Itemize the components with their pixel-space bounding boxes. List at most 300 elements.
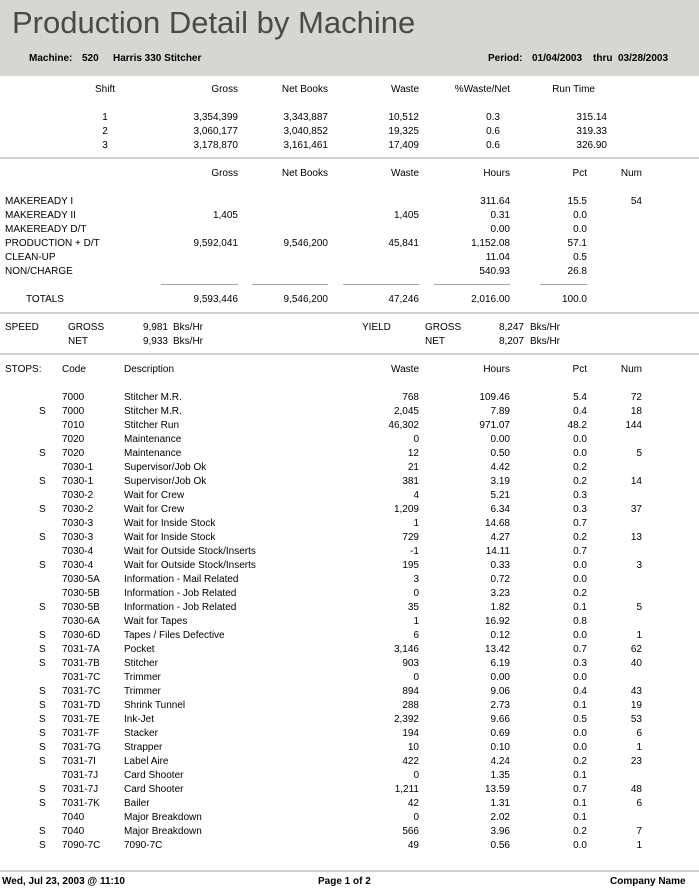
stop-waste: 46,302	[388, 420, 419, 431]
stop-num: 1	[636, 630, 642, 641]
stop-waste: 49	[407, 840, 419, 851]
stop-waste: 288	[402, 700, 419, 711]
stop-waste: 10	[407, 742, 419, 753]
speed-value: 9,981	[142, 322, 168, 333]
stop-code: 7030-3	[62, 518, 94, 529]
stop-description: Stitcher	[124, 658, 158, 669]
stop-flag: S	[39, 644, 46, 655]
stop-waste: 0	[413, 812, 419, 823]
stop-waste: 1,209	[393, 504, 419, 515]
category-table-header: Net Books	[281, 168, 328, 179]
stop-hours: 4.27	[490, 532, 510, 543]
shift-cell: 3,354,399	[193, 112, 238, 123]
stop-code: 7030-5A	[62, 574, 100, 585]
stop-description: 7090-7C	[124, 840, 163, 851]
stop-pct: 5.4	[573, 392, 587, 403]
stop-code: 7031-7A	[62, 644, 100, 655]
category-cell: 1,405	[393, 210, 419, 221]
stop-hours: 109.46	[479, 392, 510, 403]
shift-cell: 0.6	[486, 126, 500, 137]
stop-flag: S	[39, 784, 46, 795]
category-cell: 0.31	[490, 210, 510, 221]
stop-description: Maintenance	[124, 448, 182, 459]
totals-cell: 47,246	[388, 294, 419, 305]
stop-hours: 0.72	[490, 574, 510, 585]
shift-table-header: Shift	[94, 84, 115, 95]
stop-pct: 0.2	[573, 756, 587, 767]
stop-pct: 0.0	[573, 672, 587, 683]
stop-code: 7031-7F	[62, 728, 100, 739]
category-cell: 11.04	[485, 252, 510, 263]
stop-waste: 6	[413, 630, 419, 641]
stop-hours: 7.89	[490, 406, 510, 417]
period-from: 01/04/2003	[532, 53, 583, 64]
stop-pct: 0.3	[573, 658, 587, 669]
speed-unit: Bks/Hr	[173, 322, 203, 333]
shift-cell: 10,512	[388, 112, 419, 123]
shift-cell: 3,040,852	[283, 126, 328, 137]
stop-description: Supervisor/Job Ok	[124, 476, 207, 487]
stop-waste: 12	[407, 448, 419, 459]
stop-description: Tapes / Files Defective	[124, 630, 225, 641]
total-underline	[434, 284, 510, 285]
speed-value: 9,933	[142, 336, 168, 347]
shift-number: 2	[102, 126, 108, 137]
stop-description: Ink-Jet	[124, 714, 155, 725]
stop-flag: S	[39, 742, 46, 753]
category-cell: 45,841	[388, 238, 419, 249]
shift-number: 3	[102, 140, 108, 151]
stop-flag: S	[39, 700, 46, 711]
stop-waste: 3	[413, 574, 419, 585]
stop-pct: 0.2	[573, 588, 587, 599]
stop-hours: 0.10	[490, 742, 510, 753]
stop-pct: 0.3	[573, 490, 587, 501]
stop-description: Wait for Outside Stock/Inserts	[124, 546, 256, 557]
stop-hours: 0.00	[490, 434, 510, 445]
stop-code: 7020	[62, 434, 85, 445]
stop-hours: 1.35	[490, 770, 510, 781]
stop-hours: 14.68	[484, 518, 510, 529]
stop-pct: 0.0	[573, 560, 587, 571]
stop-code: 7030-4	[62, 546, 94, 557]
stop-waste: 894	[402, 686, 419, 697]
stop-waste: 903	[402, 658, 419, 669]
machine-number: 520	[82, 53, 99, 64]
stop-waste: 194	[402, 728, 419, 739]
category-cell: 9,546,200	[283, 238, 328, 249]
speed-type: NET	[68, 336, 88, 347]
category-label: MAKEREADY II	[5, 210, 76, 221]
stop-num: 144	[625, 420, 642, 431]
stop-description: Wait for Tapes	[124, 616, 188, 627]
stop-pct: 0.7	[573, 546, 587, 557]
stop-hours: 0.50	[490, 448, 510, 459]
stop-description: Information - Job Related	[124, 602, 237, 613]
stop-description: Supervisor/Job Ok	[124, 462, 207, 473]
stop-flag: S	[39, 714, 46, 725]
stop-code: 7031-7E	[62, 714, 100, 725]
stop-pct: 0.4	[573, 686, 587, 697]
stop-waste: -1	[410, 546, 419, 557]
stop-flag: S	[39, 602, 46, 613]
total-underline	[161, 284, 238, 285]
stop-description: Major Breakdown	[124, 812, 202, 823]
stop-hours: 9.06	[490, 686, 510, 697]
stop-pct: 0.5	[573, 714, 587, 725]
stop-code: 7000	[62, 392, 85, 403]
stop-waste: 566	[402, 826, 419, 837]
totals-cell: 9,593,446	[193, 294, 238, 305]
stop-code: 7031-7C	[62, 672, 101, 683]
stop-hours: 971.07	[479, 420, 510, 431]
stop-description: Wait for Outside Stock/Inserts	[124, 560, 256, 571]
stop-flag: S	[39, 840, 46, 851]
stop-hours: 6.34	[490, 504, 510, 515]
yield-unit: Bks/Hr	[530, 322, 560, 333]
stop-num: 62	[630, 644, 642, 655]
stop-waste: 21	[407, 462, 419, 473]
category-label: CLEAN-UP	[5, 252, 56, 263]
stop-pct: 0.0	[573, 742, 587, 753]
speed-unit: Bks/Hr	[173, 336, 203, 347]
category-label: PRODUCTION + D/T	[5, 238, 100, 249]
speed-type: GROSS	[68, 322, 105, 333]
yield-type: GROSS	[425, 322, 462, 333]
totals-cell: 9,546,200	[283, 294, 328, 305]
stop-num: 6	[636, 798, 642, 809]
footer-divider	[0, 870, 699, 872]
stop-code: 7030-1	[62, 476, 94, 487]
stop-pct: 0.4	[573, 406, 587, 417]
section-divider	[0, 353, 699, 355]
stop-code: 7030-6D	[62, 630, 101, 641]
shift-cell: 326.90	[576, 140, 607, 151]
stop-code: 7031-7C	[62, 686, 101, 697]
totals-cell: 2,016.00	[471, 294, 510, 305]
total-underline	[252, 284, 328, 285]
category-cell: 0.0	[573, 210, 587, 221]
stop-flag: S	[39, 728, 46, 739]
stop-code: 7090-7C	[62, 840, 101, 851]
category-table-header: Pct	[572, 168, 587, 179]
section-divider	[0, 312, 699, 314]
category-label: MAKEREADY I	[5, 196, 74, 207]
stop-code: 7010	[62, 420, 85, 431]
shift-table-header: Net Books	[281, 84, 328, 95]
machine-label: Machine:	[29, 53, 73, 64]
category-cell: 0.00	[490, 224, 510, 235]
stops-table-header: Pct	[572, 364, 587, 375]
stop-code: 7020	[62, 448, 85, 459]
stop-num: 43	[630, 686, 642, 697]
stops-table-header: Waste	[391, 364, 419, 375]
stop-pct: 0.7	[573, 644, 587, 655]
period-to: 03/28/2003	[618, 53, 669, 64]
stop-pct: 0.1	[573, 700, 587, 711]
total-underline	[540, 284, 587, 285]
stops-table-header: Hours	[483, 364, 510, 375]
stop-description: Strapper	[124, 742, 163, 753]
yield-type: NET	[425, 336, 445, 347]
stop-pct: 0.2	[573, 476, 587, 487]
stop-description: Wait for Inside Stock	[124, 518, 216, 529]
report-header	[0, 0, 699, 76]
stop-hours: 0.33	[490, 560, 510, 571]
stop-description: Shrink Tunnel	[124, 700, 186, 711]
stop-pct: 0.0	[573, 448, 587, 459]
stop-flag: S	[39, 532, 46, 543]
stop-num: 1	[636, 742, 642, 753]
stop-description: Card Shooter	[124, 784, 184, 795]
stop-pct: 0.8	[573, 616, 587, 627]
stop-waste: 42	[407, 798, 419, 809]
stop-pct: 0.2	[573, 826, 587, 837]
stop-hours: 0.12	[490, 630, 510, 641]
stop-waste: 1	[413, 616, 419, 627]
stop-waste: 1	[413, 518, 419, 529]
stop-description: Bailer	[124, 798, 150, 809]
stop-flag: S	[39, 798, 46, 809]
shift-table-header: Run Time	[552, 84, 595, 95]
category-label: NON/CHARGE	[5, 266, 73, 277]
shift-cell: 3,161,461	[283, 140, 328, 151]
stop-pct: 0.3	[573, 504, 587, 515]
printed-timestamp: Wed, Jul 23, 2003 @ 11:10	[2, 876, 125, 887]
stop-hours: 1.82	[490, 602, 510, 613]
stop-waste: 422	[402, 756, 419, 767]
shift-cell: 0.6	[486, 140, 500, 151]
stop-description: Maintenance	[124, 434, 182, 445]
category-cell: 0.0	[573, 224, 587, 235]
stop-hours: 4.24	[490, 756, 510, 767]
page-indicator: Page 1 of 2	[318, 876, 371, 887]
shift-number: 1	[102, 112, 108, 123]
stop-num: 7	[636, 826, 642, 837]
stop-hours: 4.42	[490, 462, 510, 473]
category-label: MAKEREADY D/T	[5, 224, 87, 235]
stop-num: 19	[630, 700, 642, 711]
stop-pct: 0.0	[573, 574, 587, 585]
section-divider	[0, 157, 699, 159]
stop-pct: 0.0	[573, 630, 587, 641]
report-title: Production Detail by Machine	[12, 5, 416, 40]
stop-code: 7030-5B	[62, 588, 100, 599]
shift-cell: 315.14	[576, 112, 607, 123]
stop-hours: 14.11	[485, 546, 510, 557]
stop-description: Wait for Crew	[124, 504, 185, 515]
period-label: Period:	[488, 53, 523, 64]
stop-code: 7040	[62, 826, 85, 837]
stop-flag: S	[39, 504, 46, 515]
yield-value: 8,207	[498, 336, 524, 347]
stop-flag: S	[39, 630, 46, 641]
stop-waste: 2,045	[393, 406, 419, 417]
stop-pct: 0.1	[573, 812, 587, 823]
stop-num: 3	[636, 560, 642, 571]
stop-num: 40	[630, 658, 642, 669]
stop-code: 7030-2	[62, 504, 94, 515]
stop-description: Stitcher Run	[124, 420, 180, 431]
stop-hours: 0.69	[490, 728, 510, 739]
stop-hours: 3.23	[490, 588, 510, 599]
category-cell: 1,405	[212, 210, 238, 221]
stop-flag: S	[39, 826, 46, 837]
stop-hours: 2.02	[490, 812, 510, 823]
stop-waste: 1,211	[394, 784, 419, 795]
stop-description: Stitcher M.R.	[124, 406, 182, 417]
stop-description: Stacker	[124, 728, 158, 739]
stop-pct: 0.0	[573, 840, 587, 851]
stop-num: 53	[630, 714, 642, 725]
stop-hours: 0.00	[490, 672, 510, 683]
stop-code: 7031-7K	[62, 798, 100, 809]
category-table-header: Waste	[391, 168, 419, 179]
stop-hours: 13.59	[484, 784, 510, 795]
stop-pct: 0.7	[573, 784, 587, 795]
stop-hours: 2.73	[490, 700, 510, 711]
stop-flag: S	[39, 658, 46, 669]
stop-pct: 0.0	[573, 434, 587, 445]
stop-hours: 3.19	[490, 476, 510, 487]
stop-num: 23	[630, 756, 642, 767]
category-cell: 57.1	[567, 238, 587, 249]
stop-code: 7030-4	[62, 560, 94, 571]
stop-waste: 3,146	[393, 644, 419, 655]
stop-waste: 0	[413, 588, 419, 599]
stop-flag: S	[39, 560, 46, 571]
stop-code: 7030-6A	[62, 616, 100, 627]
stop-waste: 768	[402, 392, 419, 403]
stop-num: 18	[630, 406, 642, 417]
period-thru: thru	[593, 53, 613, 64]
machine-name: Harris 330 Stitcher	[113, 53, 202, 64]
stop-waste: 0	[413, 672, 419, 683]
stop-waste: 195	[402, 560, 419, 571]
stop-hours: 0.56	[490, 840, 510, 851]
stop-num: 48	[630, 784, 642, 795]
stops-table-header: Num	[620, 364, 642, 375]
stop-description: Label Aire	[124, 756, 169, 767]
stop-description: Major Breakdown	[124, 826, 202, 837]
stops-table-header: Description	[124, 364, 175, 375]
stop-flag: S	[39, 756, 46, 767]
stop-code: 7031-7J	[62, 784, 99, 795]
stop-code: 7040	[62, 812, 85, 823]
stop-num: 5	[636, 602, 642, 613]
shift-cell: 17,409	[388, 140, 419, 151]
company-name: Company Name	[610, 876, 686, 887]
stop-hours: 13.42	[484, 644, 510, 655]
stop-hours: 16.92	[484, 616, 510, 627]
stop-description: Trimmer	[124, 686, 161, 697]
shift-table-header: Waste	[391, 84, 419, 95]
stop-hours: 5.21	[490, 490, 510, 501]
category-table-header: Gross	[211, 168, 238, 179]
totals-cell: 100.0	[561, 294, 587, 305]
stop-description: Wait for Crew	[124, 490, 185, 501]
stop-waste: 2,392	[393, 714, 419, 725]
shift-cell: 0.3	[486, 112, 500, 123]
stop-code: 7031-7G	[62, 742, 101, 753]
stop-code: 7030-2	[62, 490, 94, 501]
stop-waste: 0	[413, 434, 419, 445]
stop-flag: S	[39, 448, 46, 459]
shift-cell: 3,060,177	[193, 126, 238, 137]
stop-num: 72	[630, 392, 642, 403]
stop-description: Information - Job Related	[124, 588, 237, 599]
speed-label: SPEED	[5, 322, 39, 333]
category-cell: 540.93	[479, 266, 510, 277]
shift-cell: 3,178,870	[193, 140, 238, 151]
category-table-header: Hours	[483, 168, 510, 179]
stop-num: 6	[636, 728, 642, 739]
stops-table-header: Code	[62, 364, 86, 375]
stop-description: Wait for Inside Stock	[124, 532, 216, 543]
total-underline	[343, 284, 419, 285]
stop-num: 13	[630, 532, 642, 543]
stop-waste: 4	[413, 490, 419, 501]
stops-table-header: STOPS:	[5, 364, 42, 375]
stop-pct: 0.1	[573, 770, 587, 781]
stop-pct: 0.2	[573, 462, 587, 473]
stop-num: 5	[636, 448, 642, 459]
stop-code: 7030-3	[62, 532, 94, 543]
category-cell: 1,152.08	[471, 238, 510, 249]
category-cell: 15.5	[567, 196, 587, 207]
category-cell: 311.64	[480, 196, 510, 207]
stop-code: 7031-7B	[62, 658, 100, 669]
shift-table-header: %Waste/Net	[454, 84, 510, 95]
stop-waste: 0	[413, 770, 419, 781]
stop-code: 7031-7I	[62, 756, 96, 767]
yield-label: YIELD	[362, 322, 391, 333]
stop-num: 37	[630, 504, 642, 515]
stop-pct: 0.0	[573, 728, 587, 739]
category-cell: 26.8	[567, 266, 587, 277]
yield-unit: Bks/Hr	[530, 336, 560, 347]
stop-num: 14	[630, 476, 642, 487]
stop-code: 7030-5B	[62, 602, 100, 613]
stop-pct: 0.1	[573, 798, 587, 809]
shift-cell: 3,343,887	[283, 112, 328, 123]
stop-hours: 6.19	[490, 658, 510, 669]
stop-flag: S	[39, 686, 46, 697]
stop-flag: S	[39, 406, 46, 417]
stop-hours: 3.96	[490, 826, 510, 837]
yield-value: 8,247	[498, 322, 524, 333]
category-cell: 0.5	[573, 252, 587, 263]
stop-pct: 0.1	[573, 602, 587, 613]
stop-waste: 35	[407, 602, 419, 613]
stop-description: Pocket	[124, 644, 155, 655]
totals-label: TOTALS	[26, 294, 64, 305]
stop-code: 7030-1	[62, 462, 94, 473]
shift-cell: 19,325	[388, 126, 419, 137]
stop-waste: 729	[402, 532, 419, 543]
stop-code: 7000	[62, 406, 85, 417]
stop-pct: 0.7	[573, 518, 587, 529]
stop-hours: 9.66	[490, 714, 510, 725]
stop-num: 1	[636, 840, 642, 851]
stop-description: Trimmer	[124, 672, 161, 683]
shift-table-header: Gross	[211, 84, 238, 95]
stop-waste: 381	[402, 476, 419, 487]
stop-code: 7031-7J	[62, 770, 99, 781]
stop-description: Stitcher M.R.	[124, 392, 182, 403]
stop-hours: 1.31	[490, 798, 510, 809]
stop-description: Information - Mail Related	[124, 574, 239, 585]
